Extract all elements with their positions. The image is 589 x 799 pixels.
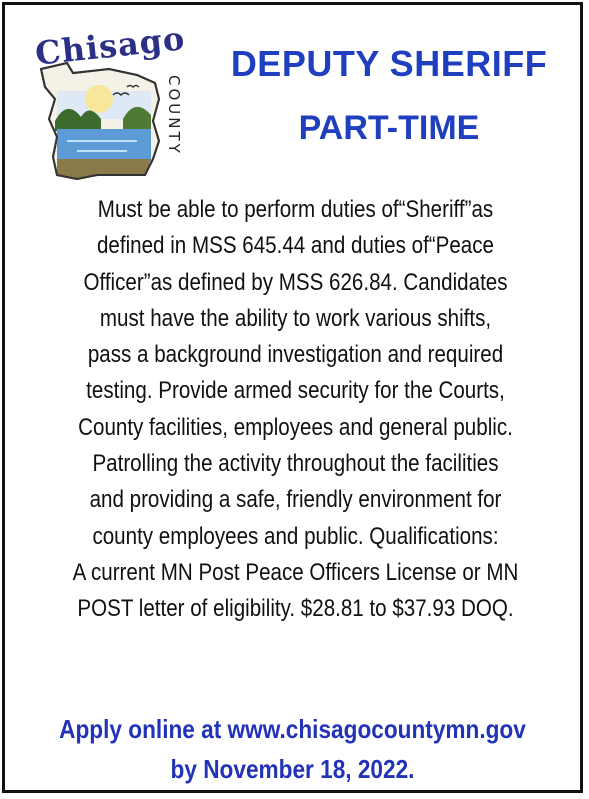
job-title: DEPUTY SHERIFF [230, 43, 548, 84]
logo-wordmark: Chisago [33, 19, 187, 73]
job-type: PART-TIME [298, 109, 480, 147]
description-line: County facilities, employees and general public. [78, 413, 513, 441]
description-line: testing. Provide armed security for the Courts, [86, 377, 505, 405]
description-line: pass a background investigation and required [87, 341, 504, 369]
job-advertisement [2, 2, 583, 793]
description-line: A current MN Post Peace Officers License or MN [72, 558, 519, 586]
apply-online-link[interactable]: Apply online at www.chisagocountymn.gov [59, 714, 526, 744]
description-line: defined in MSS 645.44 and duties of“Peace [96, 232, 495, 260]
job-description [63, 192, 528, 628]
chisago-county-logo [27, 19, 199, 189]
application-deadline: by November 18, 2022. [170, 754, 415, 784]
description-line: Officer”as defined by MSS 626.84. Candidates [83, 268, 508, 296]
description-line: must have the ability to work various shifts, [99, 304, 492, 332]
description-line: and providing a safe, friendly environment for [89, 486, 502, 514]
description-line: POST letter of eligibility. $28.81 to $37.93 DOQ. [77, 595, 514, 623]
description-line: Must be able to perform duties of“Sheriff”as [97, 196, 494, 223]
description-line: county employees and public. Qualifications: [92, 522, 499, 550]
application-info [42, 709, 542, 789]
logo-county-label: COUNTY [165, 75, 183, 156]
description-line: Patrolling the activity throughout the facilities [92, 450, 499, 478]
